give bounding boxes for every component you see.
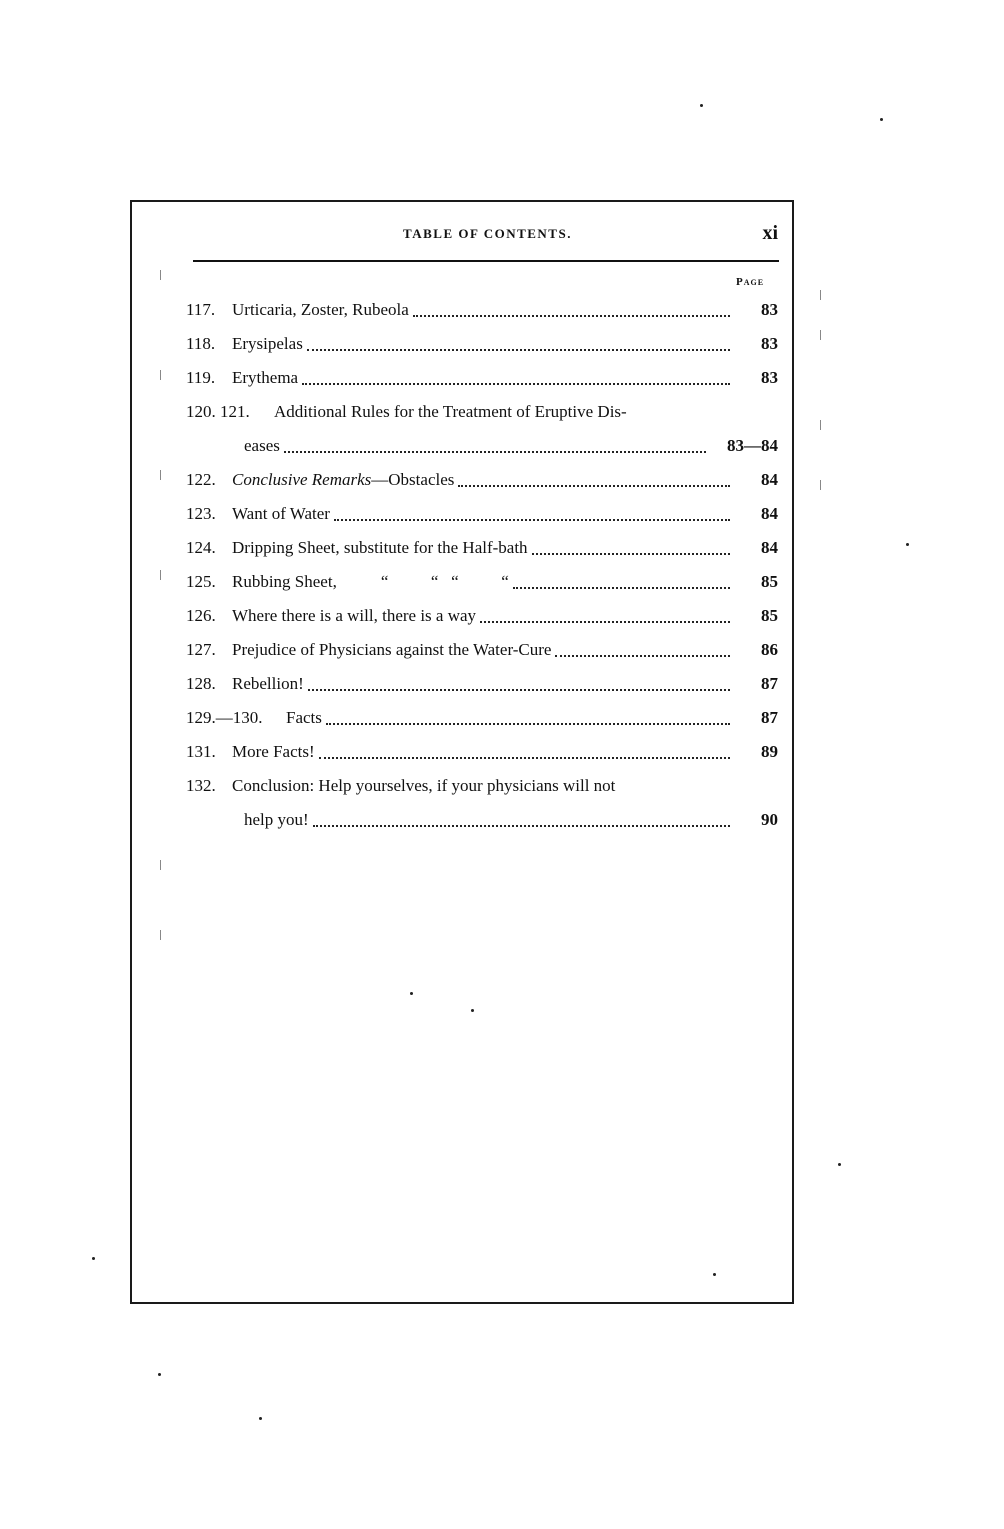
margin-tick (160, 470, 161, 480)
entry-number: 117. (186, 300, 216, 319)
entry-title: More Facts! (232, 742, 315, 761)
contents-entry (186, 327, 778, 361)
dot-leader (313, 823, 730, 827)
entry-title: Want of Water (232, 504, 330, 523)
entry-title: Prejudice of Physicians against the Water-Cure (232, 640, 552, 659)
entry-number: 132. (186, 776, 216, 795)
dot-leader (458, 483, 730, 487)
scan-speck (880, 118, 883, 121)
entry-title: Rebellion! (232, 674, 304, 693)
contents-entry (186, 769, 778, 837)
margin-tick (160, 270, 161, 280)
dot-leader (307, 347, 730, 351)
entry-title-continuation: eases (244, 436, 280, 455)
contents-entry (186, 497, 778, 531)
entry-title: Conclusion: Help yourselves, if your physicians will not (232, 776, 616, 795)
scan-speck (838, 1163, 841, 1166)
entry-title: Erysipelas (232, 334, 303, 353)
entry-title: Facts (286, 708, 322, 727)
entry-page: 83 (761, 300, 778, 319)
margin-tick (820, 290, 821, 300)
dot-leader (326, 721, 730, 725)
running-title: TABLE OF CONTENTS. (403, 226, 572, 241)
scan-speck (471, 1009, 474, 1012)
contents-list (186, 293, 778, 837)
scan-speck (410, 992, 413, 995)
contents-entry (186, 701, 778, 735)
page-column-label: Page (736, 276, 765, 288)
entry-title-italic: Conclusive Remarks (232, 470, 372, 489)
entry-title-continuation: help you! (244, 810, 309, 829)
entry-number: 127. (186, 640, 216, 659)
entry-page: 84 (761, 538, 778, 557)
scan-speck (158, 1373, 161, 1376)
entry-page: 89 (761, 742, 778, 761)
header-rule (193, 260, 779, 262)
scan-speck (906, 543, 909, 546)
entry-title: Dripping Sheet, substitute for the Half-bath (232, 538, 528, 557)
entry-title: Where there is a will, there is a way (232, 606, 477, 625)
contents-entry (186, 667, 778, 701)
dot-leader (284, 449, 706, 453)
dot-leader (555, 653, 730, 657)
dot-leader (308, 687, 730, 691)
contents-entry (186, 531, 778, 565)
ditto-marks: “ “ “ “ (380, 572, 509, 591)
entry-number: 119. (186, 368, 216, 387)
running-head (195, 224, 780, 248)
entry-page: 87 (761, 674, 778, 693)
entry-page: 86 (761, 640, 778, 659)
contents-entry (186, 395, 778, 463)
contents-entry (186, 463, 778, 497)
scan-speck (259, 1417, 262, 1420)
entry-number: 124. (186, 538, 216, 557)
contents-entry (186, 599, 778, 633)
dot-leader (480, 619, 730, 623)
entry-title: Erythema (232, 368, 299, 387)
margin-tick (160, 570, 161, 580)
margin-tick (820, 420, 821, 430)
entry-page: 83 (761, 368, 778, 387)
entry-page: 84 (761, 504, 778, 523)
entry-title: Additional Rules for the Treatment of Eruptive Dis- (274, 402, 627, 421)
margin-tick (820, 330, 821, 340)
entry-title: —Obstacles (371, 470, 455, 489)
folio-page-number: xi (762, 222, 778, 244)
entry-page: 90 (761, 810, 778, 829)
entry-number: 126. (186, 606, 216, 625)
entry-page: 85 (761, 572, 778, 591)
scan-speck (713, 1273, 716, 1276)
dot-leader (413, 313, 730, 317)
entry-number: 128. (186, 674, 216, 693)
entry-page: 83—84 (727, 436, 778, 455)
entry-title: Rubbing Sheet, (232, 572, 337, 591)
contents-entry (186, 361, 778, 395)
entry-page: 84 (761, 470, 778, 489)
scan-speck (700, 104, 703, 107)
entry-title: Urticaria, Zoster, Rubeola (232, 300, 409, 319)
scan-speck (92, 1257, 95, 1260)
dot-leader (513, 585, 730, 589)
entry-number: 120. 121. (186, 402, 250, 421)
contents-entry (186, 565, 778, 599)
entry-number: 118. (186, 334, 216, 353)
entry-number: 122. (186, 470, 216, 489)
entry-number: 129.—130. (186, 708, 263, 727)
contents-entry (186, 633, 778, 667)
dot-leader (319, 755, 730, 759)
entry-number: 131. (186, 742, 216, 761)
margin-tick (160, 370, 161, 380)
entry-page: 85 (761, 606, 778, 625)
entry-page: 87 (761, 708, 778, 727)
entry-page: 83 (761, 334, 778, 353)
contents-entry (186, 735, 778, 769)
margin-tick (160, 860, 161, 870)
margin-tick (160, 930, 161, 940)
dot-leader (334, 517, 730, 521)
dot-leader (532, 551, 730, 555)
margin-tick (820, 480, 821, 490)
entry-number: 123. (186, 504, 216, 523)
entry-number: 125. (186, 572, 216, 591)
dot-leader (302, 381, 730, 385)
contents-entry (186, 293, 778, 327)
